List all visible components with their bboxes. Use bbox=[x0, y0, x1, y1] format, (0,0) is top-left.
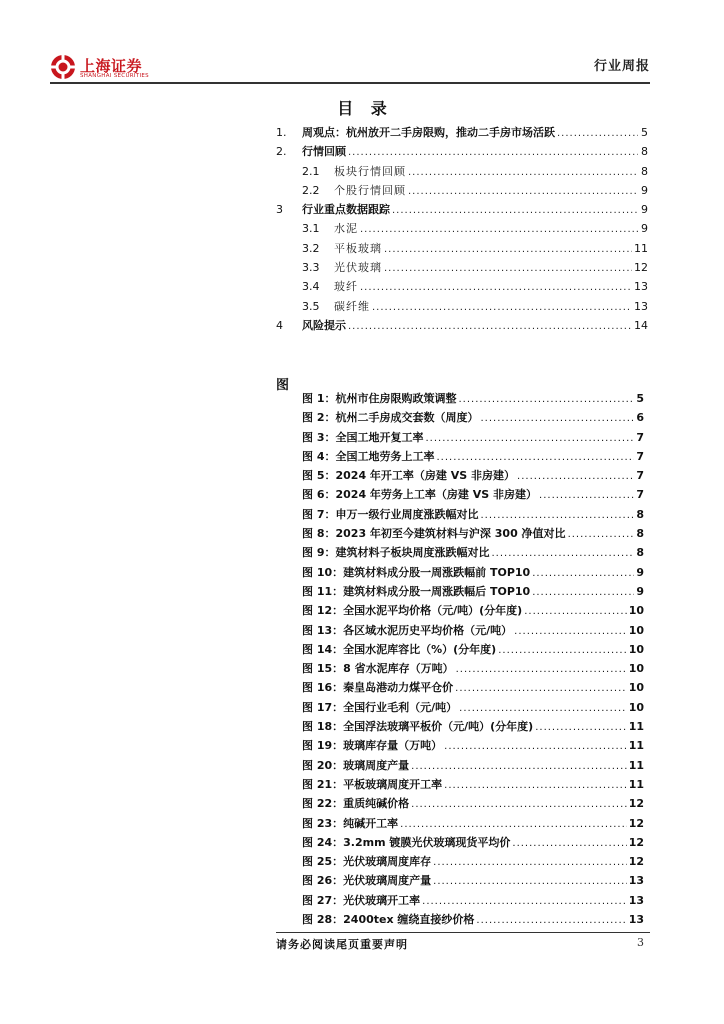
leader-dots bbox=[400, 817, 627, 830]
toc-entry-number: 1. bbox=[276, 126, 287, 139]
figure-entry[interactable] bbox=[302, 911, 644, 930]
figure-entry-label: 图 24：3.2mm 镀膜光伏玻璃现货平均价 bbox=[302, 835, 511, 849]
toc-entry[interactable] bbox=[276, 124, 648, 143]
toc-entry-number: 3.3 bbox=[302, 261, 320, 275]
toc-entry[interactable] bbox=[276, 143, 648, 162]
leader-dots bbox=[535, 720, 626, 733]
figure-entry-page: 11 bbox=[628, 777, 644, 791]
table-of-contents bbox=[276, 124, 648, 336]
toc-entry-page: 11 bbox=[634, 241, 648, 255]
leader-dots bbox=[408, 165, 638, 178]
toc-entry-page: 9 bbox=[641, 222, 648, 236]
toc-entry[interactable] bbox=[276, 298, 648, 317]
toc-entry-label: 光伏玻璃 bbox=[334, 261, 382, 275]
toc-entry[interactable] bbox=[276, 163, 648, 182]
report-type-label: 行业周报 bbox=[593, 59, 650, 74]
figure-entry[interactable] bbox=[302, 583, 644, 602]
figure-entry-label: 图 12：全国水泥平均价格（元/吨）(分年度) bbox=[302, 604, 523, 618]
figure-entry-label: 图 26：光伏玻璃周度产量 bbox=[302, 874, 432, 888]
figure-entry-page: 10 bbox=[628, 642, 644, 656]
figure-entry-page: 7 bbox=[636, 430, 644, 444]
toc-entry-page: 13 bbox=[634, 280, 648, 294]
figure-entry-page: 9 bbox=[636, 584, 644, 598]
figure-entry-page: 12 bbox=[628, 816, 644, 830]
page-header bbox=[50, 48, 650, 84]
figure-entry[interactable] bbox=[302, 660, 644, 679]
toc-entry[interactable] bbox=[276, 240, 648, 259]
toc-entry-label: 周观点：杭州放开二手房限购，推动二手房市场活跃 bbox=[302, 126, 555, 139]
leader-dots bbox=[384, 242, 632, 255]
figure-entry[interactable] bbox=[302, 853, 644, 872]
leader-dots bbox=[491, 546, 634, 559]
figure-entry-label: 图 17：全国行业毛利（元/吨） bbox=[302, 700, 458, 714]
leader-dots bbox=[568, 527, 635, 540]
toc-title: 目 录 bbox=[337, 99, 393, 118]
figure-entry-page: 6 bbox=[636, 411, 644, 425]
leader-dots bbox=[539, 488, 634, 501]
leader-dots bbox=[444, 739, 627, 752]
leader-dots bbox=[436, 450, 634, 463]
figure-entry-label: 图 27：光伏玻璃开工率 bbox=[302, 893, 421, 907]
toc-entry-page: 12 bbox=[634, 261, 648, 275]
figure-entry-page: 10 bbox=[628, 681, 644, 695]
figure-entry-page: 13 bbox=[628, 874, 644, 888]
leader-dots bbox=[458, 392, 634, 405]
leader-dots bbox=[455, 681, 627, 694]
toc-entry-label: 碳纤维 bbox=[334, 299, 370, 313]
figure-entry-label: 图 22：重质纯碱价格 bbox=[302, 797, 410, 811]
disclaimer-note: 请务必阅读尾页重要声明 bbox=[276, 938, 408, 951]
leader-dots bbox=[411, 759, 627, 772]
leader-dots bbox=[456, 662, 627, 675]
figure-entry[interactable] bbox=[302, 679, 644, 698]
toc-entry[interactable] bbox=[276, 259, 648, 278]
figure-entry[interactable] bbox=[302, 795, 644, 814]
figure-entry-label: 图 5：2024 年开工率（房建 VS 非房建） bbox=[302, 469, 516, 483]
leader-dots bbox=[532, 566, 634, 579]
figure-entry[interactable] bbox=[302, 544, 644, 563]
figure-entry-label: 图 10：建筑材料成分股一周涨跌幅前 TOP10 bbox=[302, 565, 531, 579]
figure-entry-label: 图 7：申万一级行业周度涨跌幅对比 bbox=[302, 507, 479, 521]
figure-entry-page: 8 bbox=[636, 527, 644, 541]
toc-entry-page: 9 bbox=[641, 203, 648, 217]
leader-dots bbox=[514, 624, 627, 637]
leader-dots bbox=[360, 280, 632, 293]
toc-entry-page: 8 bbox=[641, 164, 648, 178]
leader-dots bbox=[480, 411, 634, 424]
figure-entry[interactable] bbox=[302, 390, 644, 409]
figure-entry[interactable] bbox=[302, 776, 644, 795]
figure-entry-page: 11 bbox=[628, 758, 644, 772]
toc-entry-number: 3.2 bbox=[302, 241, 320, 255]
leader-dots bbox=[422, 894, 627, 907]
figure-entry-label: 图 8：2023 年初至今建筑材料与沪深 300 净值对比 bbox=[302, 527, 566, 541]
figure-entry-label: 图 2：杭州二手房成交套数（周度） bbox=[302, 411, 479, 425]
toc-entry-page: 8 bbox=[641, 145, 648, 159]
figure-entry-label: 图 13：各区域水泥历史平均价格（元/吨） bbox=[302, 623, 513, 637]
toc-entry-label: 板块行情回顾 bbox=[334, 164, 406, 178]
toc-entry-page: 9 bbox=[641, 183, 648, 197]
figure-entry[interactable] bbox=[302, 622, 644, 641]
figure-entry-page: 10 bbox=[628, 623, 644, 637]
header-divider bbox=[50, 82, 650, 84]
figure-entry[interactable] bbox=[302, 409, 644, 428]
toc-entry-number: 3.1 bbox=[302, 222, 320, 236]
toc-entry-label: 玻纤 bbox=[334, 280, 358, 294]
figure-entry-label: 图 23：纯碱开工率 bbox=[302, 816, 399, 830]
leader-dots bbox=[459, 701, 627, 714]
figure-entry-page: 10 bbox=[628, 662, 644, 676]
logo-text-cn: 上海证券 bbox=[80, 57, 143, 75]
leader-dots bbox=[372, 300, 632, 313]
figure-entry-label: 图 18：全国浮法玻璃平板价（元/吨）(分年度) bbox=[302, 720, 534, 734]
toc-entry-number: 2.1 bbox=[302, 164, 320, 178]
leader-dots bbox=[524, 604, 626, 617]
figure-entry[interactable] bbox=[302, 834, 644, 853]
toc-entry[interactable] bbox=[276, 182, 648, 201]
leader-dots bbox=[425, 431, 634, 444]
leader-dots bbox=[348, 319, 632, 332]
leader-dots bbox=[480, 508, 634, 521]
figure-entry[interactable] bbox=[302, 718, 644, 737]
figure-entry-page: 12 bbox=[628, 835, 644, 849]
figure-entry-label: 图 21：平板玻璃周度开工率 bbox=[302, 777, 443, 791]
logo-mark-icon bbox=[50, 54, 76, 80]
toc-entry[interactable] bbox=[276, 201, 648, 220]
toc-entry-label: 水泥 bbox=[334, 222, 358, 236]
figure-entry-label: 图 14：全国水泥库容比（%）(分年度) bbox=[302, 642, 497, 656]
figure-entry[interactable] bbox=[302, 872, 644, 891]
toc-entry-label: 风险提示 bbox=[302, 318, 346, 332]
figure-entry[interactable] bbox=[302, 815, 644, 834]
leader-dots bbox=[433, 855, 627, 868]
figure-entry-label: 图 25：光伏玻璃周度库存 bbox=[302, 855, 432, 869]
figure-entry[interactable] bbox=[302, 506, 644, 525]
figure-entry[interactable] bbox=[302, 486, 644, 505]
toc-entry-label: 平板玻璃 bbox=[334, 241, 382, 255]
figure-entry-label: 图 9：建筑材料子板块周度涨跌幅对比 bbox=[302, 546, 490, 560]
figure-entry-page: 11 bbox=[628, 739, 644, 753]
toc-entry[interactable] bbox=[276, 317, 648, 336]
leader-dots bbox=[557, 126, 638, 139]
figure-entry[interactable] bbox=[302, 892, 644, 911]
figure-entry-page: 8 bbox=[636, 546, 644, 560]
leader-dots bbox=[476, 913, 626, 926]
leader-dots bbox=[433, 874, 627, 887]
figure-entry-page: 7 bbox=[636, 488, 644, 502]
toc-entry[interactable] bbox=[276, 220, 648, 239]
company-logo bbox=[50, 48, 170, 82]
footer-divider bbox=[276, 932, 650, 933]
leader-dots bbox=[392, 203, 638, 216]
leader-dots bbox=[517, 469, 634, 482]
leader-dots bbox=[360, 222, 638, 235]
figure-entry[interactable] bbox=[302, 641, 644, 660]
leader-dots bbox=[512, 836, 626, 849]
leader-dots bbox=[384, 261, 632, 274]
figure-entry-page: 7 bbox=[636, 449, 644, 463]
figure-entry-label: 图 19：玻璃库存量（万吨） bbox=[302, 739, 443, 753]
toc-entry-label: 行情回顾 bbox=[302, 145, 346, 159]
figure-entry[interactable] bbox=[302, 757, 644, 776]
figure-entry-page: 12 bbox=[628, 855, 644, 869]
figure-entry-page: 13 bbox=[628, 913, 644, 927]
leader-dots bbox=[498, 643, 626, 656]
figure-entry-label: 图 1：杭州市住房限购政策调整 bbox=[302, 392, 457, 405]
figure-entry-label: 图 15：8 省水泥库存（万吨） bbox=[302, 662, 454, 676]
figure-entry[interactable] bbox=[302, 737, 644, 756]
figure-entry-label: 图 6：2024 年劳务上工率（房建 VS 非房建） bbox=[302, 488, 538, 502]
figure-entry-label: 图 4：全国工地劳务上工率 bbox=[302, 449, 435, 463]
leader-dots bbox=[532, 585, 634, 598]
toc-entry[interactable] bbox=[276, 278, 648, 297]
figure-entry-page: 10 bbox=[628, 700, 644, 714]
figure-list-heading: 图 bbox=[276, 378, 290, 393]
figure-entry-page: 10 bbox=[628, 604, 644, 618]
figure-entry-label: 图 28：2400tex 缠绕直接纱价格 bbox=[302, 913, 475, 927]
figure-entry[interactable] bbox=[302, 448, 644, 467]
figure-entry[interactable] bbox=[302, 525, 644, 544]
leader-dots bbox=[444, 778, 627, 791]
figure-entry-label: 图 16：秦皇岛港动力煤平仓价 bbox=[302, 681, 454, 695]
figure-entry[interactable] bbox=[302, 467, 644, 486]
figure-entry-page: 7 bbox=[636, 469, 644, 483]
leader-dots bbox=[408, 184, 638, 197]
figure-entry-label: 图 3：全国工地开复工率 bbox=[302, 430, 424, 444]
figure-entry[interactable] bbox=[302, 564, 644, 583]
toc-entry-number: 3.5 bbox=[302, 299, 320, 313]
figure-entry-page: 11 bbox=[628, 720, 644, 734]
figure-entry-page: 9 bbox=[636, 565, 644, 579]
toc-entry-number: 3 bbox=[276, 203, 283, 217]
figure-entry-page: 13 bbox=[628, 893, 644, 907]
toc-entry-number: 3.4 bbox=[302, 280, 320, 294]
figure-entry[interactable] bbox=[302, 699, 644, 718]
leader-dots bbox=[411, 797, 627, 810]
toc-entry-number: 4 bbox=[276, 318, 283, 332]
figure-entry-page: 12 bbox=[628, 797, 644, 811]
page-number: 3 bbox=[637, 936, 644, 949]
figure-entry-label: 图 20：玻璃周度产量 bbox=[302, 758, 410, 772]
toc-entry-page: 5 bbox=[641, 126, 648, 139]
figure-entry-page: 5 bbox=[636, 392, 644, 405]
toc-entry-page: 14 bbox=[634, 318, 648, 332]
toc-entry-number: 2.2 bbox=[302, 183, 320, 197]
toc-entry-number: 2. bbox=[276, 145, 287, 159]
figure-list bbox=[302, 390, 644, 930]
figure-entry-label: 图 11：建筑材料成分股一周涨跌幅后 TOP10 bbox=[302, 584, 531, 598]
figure-entry-page: 8 bbox=[636, 507, 644, 521]
figure-entry[interactable] bbox=[302, 429, 644, 448]
logo-text-en: SHANGHAI SECURITIES bbox=[80, 73, 149, 79]
toc-entry-label: 个股行情回顾 bbox=[334, 183, 406, 197]
figure-entry[interactable] bbox=[302, 602, 644, 621]
leader-dots bbox=[348, 145, 638, 158]
toc-entry-page: 13 bbox=[634, 299, 648, 313]
toc-entry-label: 行业重点数据跟踪 bbox=[302, 203, 390, 217]
